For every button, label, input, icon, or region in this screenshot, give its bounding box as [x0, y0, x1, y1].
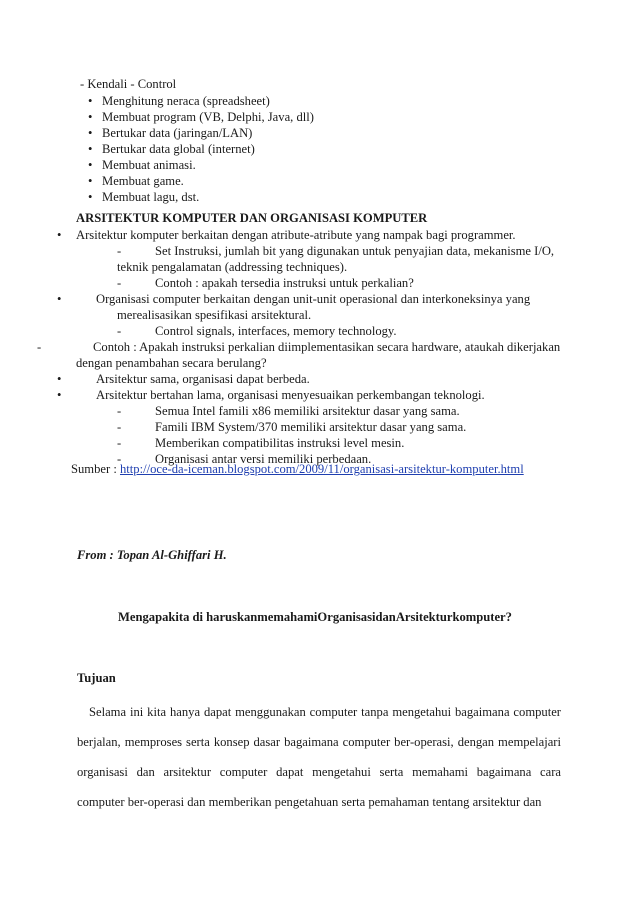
- bullet-text: merealisasikan spesifikasi arsitektural.: [117, 308, 312, 322]
- sub-dash: -: [117, 420, 122, 434]
- dash-marker: -: [37, 340, 42, 354]
- sub-text: Semua Intel famili x86 memiliki arsitektur dasar yang sama.: [155, 404, 460, 418]
- sub-dash: -: [117, 276, 122, 290]
- sub-text: Set Instruksi, jumlah bit yang digunakan untuk penyajian data, mekanisme I/O,: [155, 244, 555, 258]
- bullet-dot: •: [88, 126, 93, 140]
- bullet-text: dengan penambahan secara berulang?: [76, 356, 267, 370]
- bullet-dot: •: [88, 142, 93, 156]
- bullet-dot: •: [57, 292, 62, 306]
- bullet-text: Organisasi computer berkaitan dengan unit-unit operasional dan interkoneksinya yang: [96, 292, 531, 306]
- kendali-heading: - Kendali - Control: [80, 77, 177, 91]
- list-item: Bertukar data (jaringan/LAN): [102, 126, 253, 140]
- question-heading: Mengapakita di haruskanmemahamiOrganisasidanArsitekturkomputer?: [118, 610, 512, 624]
- bullet-dot: •: [88, 158, 93, 172]
- bullet-dot: •: [57, 372, 62, 386]
- source-line: [71, 462, 524, 477]
- bullet-text: Arsitektur sama, organisasi dapat berbeda.: [96, 372, 310, 386]
- sub-dash: -: [117, 324, 122, 338]
- sub-text: Control signals, interfaces, memory technology.: [155, 324, 397, 338]
- sub-dash: -: [117, 404, 122, 418]
- bullet-dot: •: [88, 174, 93, 188]
- bullet-dot: •: [57, 388, 62, 402]
- bullet-dot: •: [88, 110, 93, 124]
- sub-text: Contoh : apakah tersedia instruksi untuk perkalian?: [155, 276, 414, 290]
- list-item: Menghitung neraca (spreadsheet): [102, 94, 270, 108]
- list-item: Membuat animasi.: [102, 158, 196, 172]
- paragraph-text: Selama ini kita hanya dapat menggunakan computer tanpa mengetahui bagaimana computer berjalan, memproses serta konsep dasar bagaimana computer ber-operasi, dengan mempelajari organisasi dan arsitektur computer dapat mengetahui serta memahami bagaimana cara computer ber-operasi dan memberikan pengetahuan serta pemahaman tentang arsitektur dan: [77, 705, 561, 809]
- sub-dash: -: [117, 244, 122, 258]
- sub-text: Organisasi antar versi memiliki perbedaan.: [155, 452, 372, 466]
- list-item: Membuat lagu, dst.: [102, 190, 200, 204]
- author-line: From : Topan Al-Ghiffari H.: [77, 548, 227, 562]
- body-paragraph: [77, 697, 561, 817]
- source-label: Sumber :: [71, 462, 120, 476]
- list-item: Membuat game.: [102, 174, 184, 188]
- bullet-text: Arsitektur bertahan lama, organisasi menyesuaikan perkembangan teknologi.: [96, 388, 485, 402]
- tujuan-heading: Tujuan: [77, 671, 116, 685]
- sub-text: Memberikan compatibilitas instruksi level mesin.: [155, 436, 405, 450]
- bullet-text: Arsitektur komputer berkaitan dengan atribute-atribute yang nampak bagi programmer.: [76, 228, 516, 242]
- sub-text: teknik pengalamatan (addressing techniques).: [117, 260, 348, 274]
- sub-dash: -: [117, 436, 122, 450]
- sub-text: Famili IBM System/370 memiliki arsitektur dasar yang sama.: [155, 420, 467, 434]
- bullet-dot: •: [88, 94, 93, 108]
- section-title: ARSITEKTUR KOMPUTER DAN ORGANISASI KOMPUTER: [76, 211, 428, 225]
- list-item: Bertukar data global (internet): [102, 142, 255, 156]
- bullet-text: Contoh : Apakah instruksi perkalian diimplementasikan secara hardware, ataukah dikerjakan: [93, 340, 561, 354]
- source-link[interactable]: http://oce-da-iceman.blogspot.com/2009/11/organisasi-arsitektur-komputer.html: [119, 462, 524, 476]
- bullet-dot: •: [57, 228, 62, 242]
- list-item: Membuat program (VB, Delphi, Java, dll): [102, 110, 314, 124]
- bullet-dot: •: [88, 190, 93, 204]
- sub-dash: -: [117, 452, 122, 466]
